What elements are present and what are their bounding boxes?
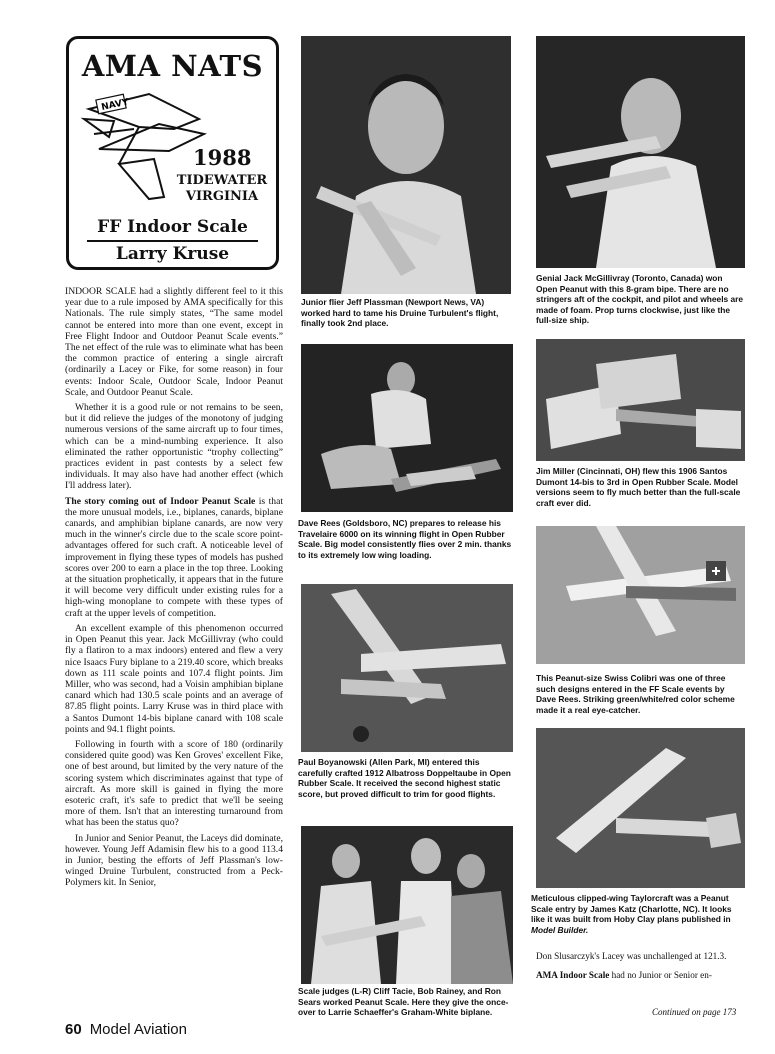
magazine-name: Model Aviation (89, 1021, 187, 1038)
paragraph-lead: AMA Indoor Scale (536, 970, 610, 980)
article-paragraph (65, 496, 283, 619)
magazine-reference: Model Builder. (531, 924, 589, 935)
photo-colibri (536, 526, 745, 664)
header-divider (87, 240, 258, 242)
article-continuation (536, 951, 746, 981)
page-footer (65, 1021, 187, 1038)
photo-plassman (301, 36, 511, 294)
continued-note: Continued on page 173 (652, 1007, 737, 1017)
article-paragraph: INDOOR SCALE had a slightly different feel to it this year due to a rule imposed by AMA specifically for this Nationals. The rule simply states, “The same model cannot be entered into more than one event, except in Free Flight Indoor and Outdoor Peanut Scale events.” The net effect of the rule was to eliminate what has been the common practice of entering a single aircraft (ordinarily a Lacey or Fike, for some reason) in four events: Indoor Scale, Outdoor Scale, Indoor Peanut Scale, and Outdoor Peanut Scale. (65, 286, 283, 398)
indoor-scale-text (536, 970, 746, 981)
photo-judges (301, 826, 513, 984)
photo-rees (301, 344, 513, 512)
caption-text: Meticulous clipped-wing Taylorcraft was a Peanut Scale entry by James Katz (Charlotte, NC). It looks like it was built from Hoby Clay plans published in (531, 893, 732, 925)
photo-mcgillivray (536, 36, 745, 268)
slusarczyk-text: Don Slusarczyk's Lacey was unchallenged at 121.3. (536, 951, 727, 961)
paragraph-text: is that the more unusual models, i.e., biplanes, canards, biplane canards, and amphibian biplane canards, are now very much in the winner's circle due to the scale score point-advantages offered for such craft. A noticeable level of improvement in flying these types of models has pushed scores over 200 to earn a place in the top three. Looking at the situation prophetically, it appears that in the future it will become very difficult under existing rules for a high-wing monoplane to compete with these types of craft at the upper levels of competition. (65, 495, 283, 619)
caption-colibri: This Peanut-size Swiss Colibri was one of three such designs entered in the FF Scale events by Dave Rees. Striking green/white/red color scheme made it a real eye-catcher. (536, 673, 735, 715)
author-name: Larry Kruse (115, 244, 230, 264)
caption-boyanowski: Paul Boyanowski (Allen Park, MI) entered this carefully crafted 1912 Albatross Doppeltaube in Open Rubber Scale. It received the second highest static score, but proved difficult to trim for good flights. (298, 757, 511, 799)
photo-miller (536, 339, 745, 461)
caption-miller: Jim Miller (Cincinnati, OH) flew this 1906 Santos Dumont 14-bis to 3rd in Open Rubber Scale. Model versions seem to fly much better than the full-scale craft ever did. (536, 466, 741, 508)
caption-mcgillivray: Genial Jack McGillivray (Toronto, Canada) won Open Peanut with this 8-gram bipe. There are no stringers aft of the cockpit, and pilot and wheels are made of foam. Prop turns clockwise, just like the full-size ship. (536, 273, 744, 326)
logo-text: NAVY (100, 97, 130, 113)
photo-taylorcraft (536, 728, 745, 888)
paragraph-lead: The story coming out of Indoor Peanut Scale (65, 495, 256, 507)
photo-boyanowski (301, 584, 513, 752)
nats-place-line1: TIDEWATER (176, 173, 268, 188)
nats-year: 1988 (193, 145, 252, 170)
page-number: 60 (65, 1021, 82, 1038)
nats-place-line2: VIRGINIA (185, 189, 259, 204)
caption-judges: Scale judges (L-R) Cliff Tacie, Bob Rainey, and Ron Sears worked Peanut Scale. Here they give the once-over to Larrie Schaeffer's Graham-White biplane. (298, 986, 509, 1018)
caption-rees: Dave Rees (Goldsboro, NC) prepares to release his Travelaire 6000 on its winning flight in Open Rubber Scale. Big model consistently flies over 2 min. thanks to its extremely low wing loading. (298, 518, 512, 560)
article-paragraph: Whether it is a good rule or not remains to be seen, but it did relieve the judges of the monotony of judging numerous versions of the same aircraft up to four times, which can be a mind-numbing experience. It also eliminated the rather opportunistic “trophy collecting” practices evident in past contests by a select few individuals. It may also have had another effect (which I'll address later). (65, 402, 283, 492)
nats-header-box (66, 36, 279, 270)
nats-title: AMA NATS (81, 49, 264, 83)
event-title: FF Indoor Scale (97, 217, 248, 237)
caption-taylorcraft (531, 893, 745, 935)
article-paragraph: In Junior and Senior Peanut, the Laceys did dominate, however. Young Jeff Adamisin flew his to a good 113.4 in Junior, besting the efforts of Jeff Plassman's low-winged Druine Turbulent, constructed from a Peck-Polymers kit. In Senior, (65, 832, 283, 889)
caption-plassman: Junior flier Jeff Plassman (Newport News, VA) worked hard to tame his Druine Turbulent's flight, finally took 2nd place. (301, 297, 499, 329)
article-paragraph: An excellent example of this phenomenon occurred in Open Peanut this year. Jack McGillivray (who could fly a flatiron to a max indoors) entered and flew a very nice Isaacs Fury biplane to a 219.40 score, which breaks down as 111 scale points and 107.4 flight points. Jim Miller, who was second, had a Voisin amphibian biplane canard which had 130.5 scale points and an average of 87.85 flight points. Larry Kruse was in third place with a Santos Dumont 14-bis biplane canard with 108 scale points and 94.1 flight points. (65, 622, 283, 735)
article-body (65, 286, 283, 1021)
paragraph-text: had no Junior or Senior en- (609, 970, 712, 980)
article-paragraph: Following in fourth with a score of 180 (ordinarily considered quite good) was Ken Groves' excellent Fike, one of best around, but limited by the very nature of the scoring system which discriminates against that type of aircraft. As more skill is gained in flying the more esoteric craft, it's safe to predict that we'll be seeing more of them. Isn't that an interesting turnaround from what has been the status quo? (65, 738, 283, 829)
